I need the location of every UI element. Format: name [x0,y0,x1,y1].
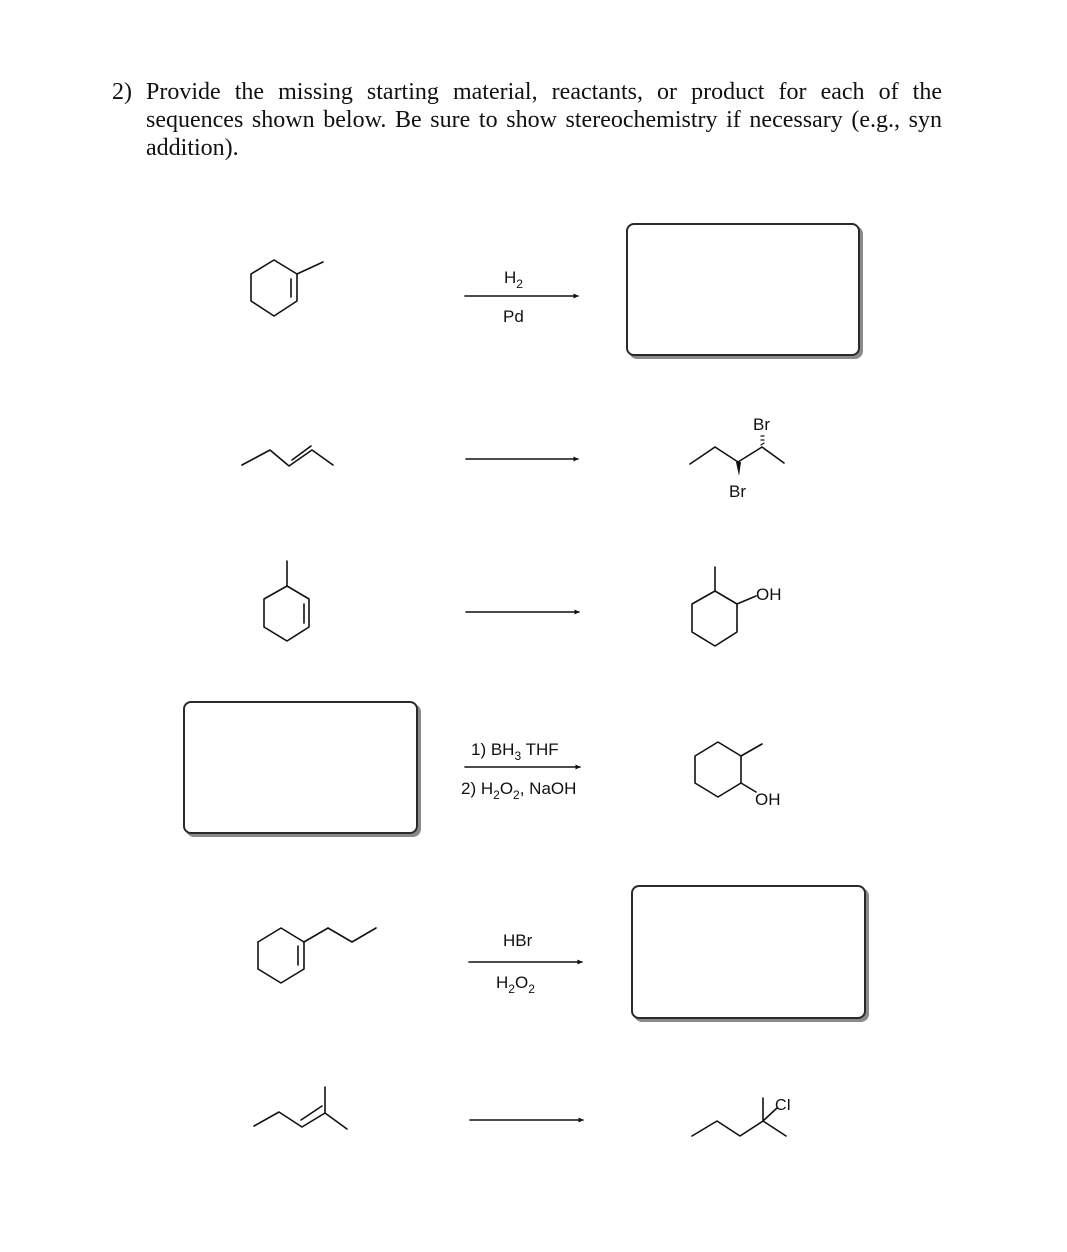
reagent-pd-label: Pd [503,307,524,326]
question-text: Provide the missing starting material, reactants, or product for each of the sequences shown below. Be sure to show stereochemistry if necessary (e.g., syn addition). [146,79,942,161]
reagent-h2o2-label: $H_2O_2$ [496,973,535,996]
structure-trans-2-methylcyclohexanol [695,742,762,797]
bromine-label-bottom: Br [729,482,746,501]
chlorine-label: CI [775,1097,791,1114]
question-number: 2) [112,79,132,105]
reagent-h2-label: $H_2$ [504,268,523,291]
reagent-hbr-label: HBr [503,931,533,950]
reagent-step1-label: 1) $BH_3$ THF [471,740,559,763]
reagent-step2-label: 2) $H_2O_2$, NaOH [461,779,577,802]
structure-methylcyclohexene [251,260,323,316]
hydroxyl-label-row3: OH [756,585,782,604]
structure-2-methylcyclohexanol [692,567,756,646]
structure-3-methylcyclohexene [264,561,309,641]
hydroxyl-label-row4: OH [755,790,781,809]
bromine-label-top: Br [753,415,770,434]
structure-dibromopentane [690,436,784,476]
structure-propylcyclohexene [258,928,376,983]
structure-2-chloro-2-methylpentane [692,1098,786,1136]
structure-2-methyl-2-pentene [254,1087,347,1129]
structure-pentene [242,446,333,466]
